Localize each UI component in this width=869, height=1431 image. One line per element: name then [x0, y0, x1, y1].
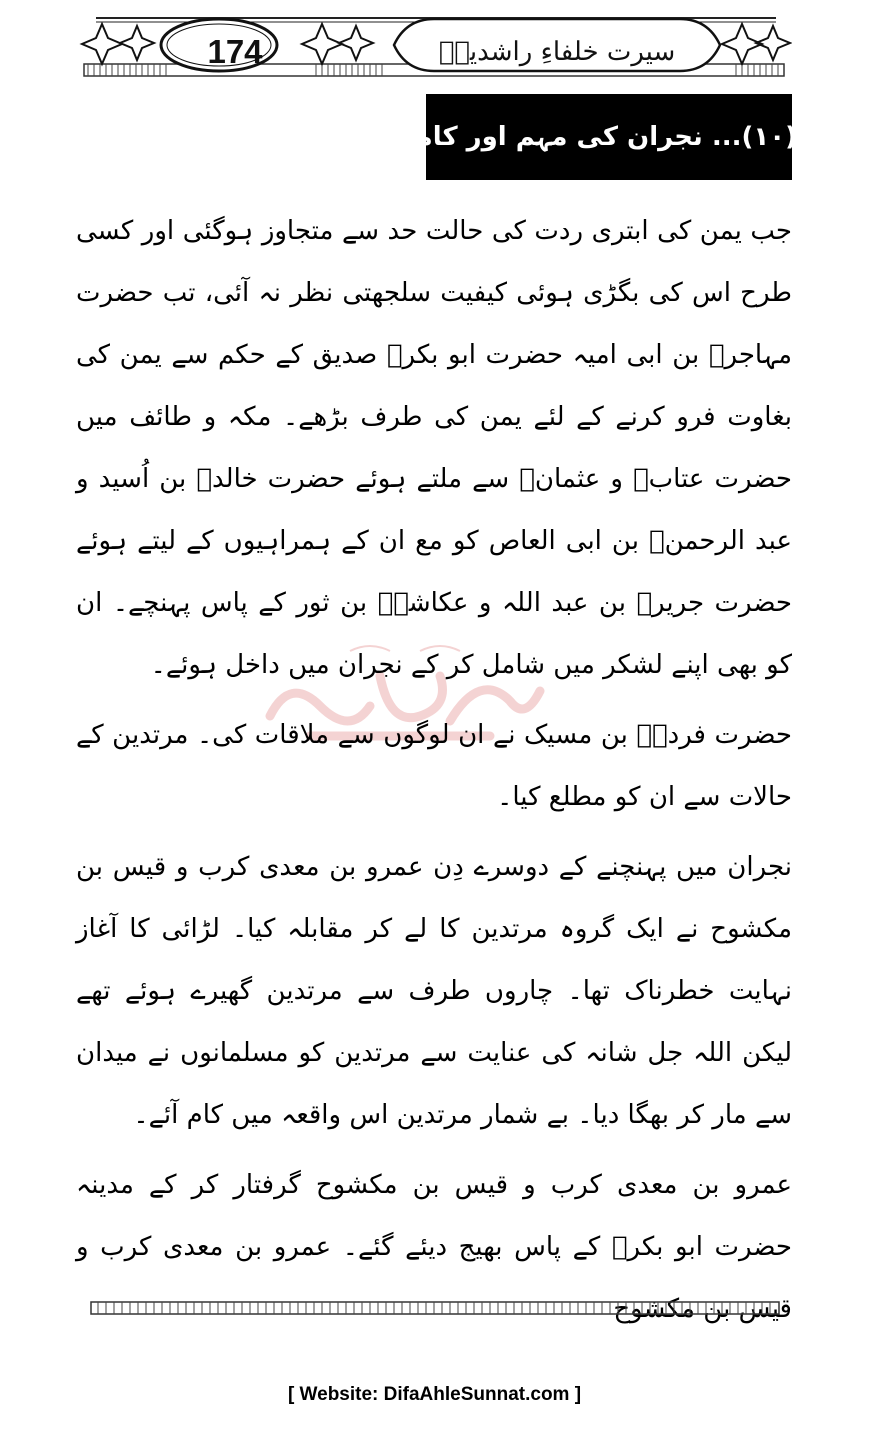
- chapter-heading: مہم (۱۰)... نجران کی مہم اور کامیابی: [426, 94, 792, 180]
- page-header: [76, 8, 792, 82]
- paragraph-4: عمرو بن معدی کرب و قیس بن مکشوح گرفتار کر کے مدینہ حضرت ابو بکرؓ کے پاس بھیج دیئے گئے۔ عمرو بن معدی کرب و قیس بن مکشوح: [76, 1170, 792, 1324]
- website-link[interactable]: [ Website: DifaAhleSunnat.com ]: [287, 1384, 582, 1405]
- footer-ornament-border: [90, 1300, 780, 1316]
- book-title: سیرت خلفاءِ راشدینؓ: [438, 37, 676, 67]
- paragraph-1: جب یمن کی ابتری ردت کی حالت حد سے متجاوز ہوگئی اور کسی طرح اس کی بگڑی ہوئی کیفیت سلجھتی نظر نہ آئی، تب حضرت مہاجرؓ بن ابی امیہ حضرت ابو بکرؓ صدیق کے حکم سے یمن کی بغاوت فرو کرنے کے لئے یمن کی طرف بڑھے۔ مکہ و طائف میں حضرت عتابؓ و عثمانؓ سے ملتے ہوئے حضرت خالدؓ بن اُسید و عبد الرحمنؓ بن ابی العاص کو مع ان کے ہمراہیوں کے لیتے ہوئے حضرت جریرؓ بن عبد اللہ و عکاشہؓ بن ثور کے پاس پہنچے۔ ان کو بھی اپنے لشکر میں شامل کر کے نجران میں داخل ہوئے۔: [76, 216, 792, 680]
- paragraph-2: حضرت فردہؓ بن مسیک نے ان لوگوں سے ملاقات کی۔ مرتدین کے حالات سے ان کو مطلع کیا۔: [76, 720, 792, 812]
- paragraph-3: نجران میں پہنچنے کے دوسرے دِن عمرو بن معدی کرب و قیس بن مکشوح نے ایک گروہ مرتدین کا لے کر مقابلہ کیا۔ لڑائی کا آغاز نہایت خطرناک تھا۔ چاروں طرف سے مرتدین گھیرے ہوئے تھے لیکن اللہ جل شانہ کی عنایت سے مرتدین کو مسلمانوں نے میدان سے مار کر بھگا دیا۔ بے شمار مرتدین اس واقعہ میں کام آئے۔: [76, 852, 792, 1130]
- page-number: 174: [207, 33, 263, 70]
- article-body: [76, 200, 792, 1348]
